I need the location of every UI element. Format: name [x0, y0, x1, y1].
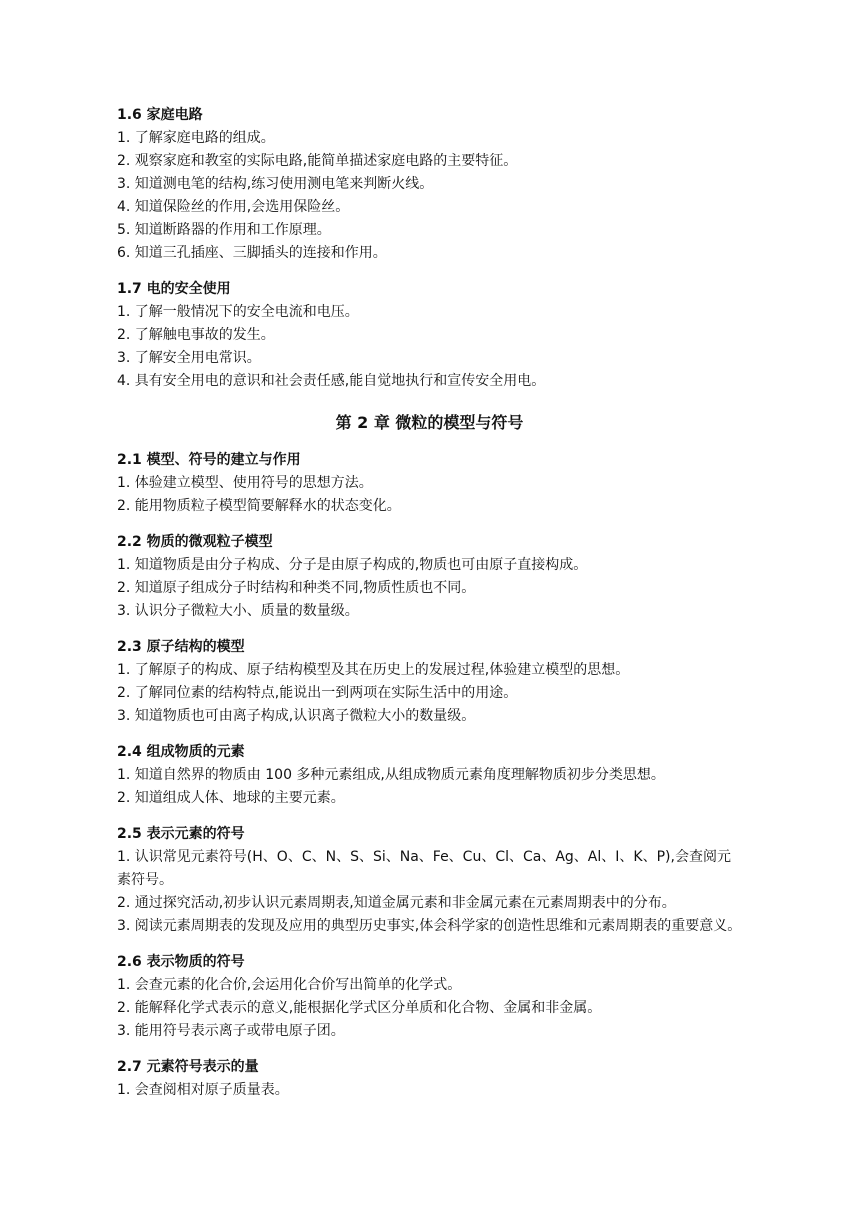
- section-2-6: [117, 951, 742, 1043]
- section-title: 2.6 表示物质的符号: [117, 954, 245, 970]
- list-item: 1. 知道物质是由分子构成、分子是由原子构成的,物质也可由原子直接构成。: [117, 557, 588, 573]
- list-item: 2. 通过探究活动,初步认识元素周期表,知道金属元素和非金属元素在元素周期表中的分布。: [117, 895, 676, 911]
- section-2-3: [117, 636, 742, 728]
- list-item: 1. 知道自然界的物质由 100 多种元素组成,从组成物质元素角度理解物质初步分类思想。: [117, 767, 665, 783]
- list-item: 2. 知道原子组成分子时结构和种类不同,物质性质也不同。: [117, 580, 476, 596]
- list-item: 3. 阅读元素周期表的发现及应用的典型历史事实,体会科学家的创造性思维和元素周期表的重要意义。: [117, 918, 742, 934]
- list-item: 1. 认识常见元素符号(H、O、C、N、S、Si、Na、Fe、Cu、Cl、Ca、Ag、Al、I、K、P),会查阅元素符号。: [117, 849, 731, 888]
- list-item: 1. 会查元素的化合价,会运用化合价写出简单的化学式。: [117, 977, 462, 993]
- list-item: 4. 知道保险丝的作用,会选用保险丝。: [117, 199, 350, 215]
- section-title: 1.6 家庭电路: [117, 107, 203, 123]
- list-item: 3. 知道测电笔的结构,练习使用测电笔来判断火线。: [117, 176, 434, 192]
- chapter-title: 第 2 章 微粒的模型与符号: [335, 413, 524, 432]
- section-title: 2.2 物质的微观粒子模型: [117, 534, 273, 550]
- list-item: 3. 知道物质也可由离子构成,认识离子微粒大小的数量级。: [117, 708, 476, 724]
- list-item: 3. 了解安全用电常识。: [117, 350, 261, 366]
- list-item: 6. 知道三孔插座、三脚插头的连接和作用。: [117, 245, 387, 261]
- list-item: 5. 知道断路器的作用和工作原理。: [117, 222, 331, 238]
- document-page: [117, 104, 742, 1115]
- list-item: 1. 体验建立模型、使用符号的思想方法。: [117, 475, 373, 491]
- section-title: 2.4 组成物质的元素: [117, 744, 245, 760]
- list-item: 1. 了解原子的构成、原子结构模型及其在历史上的发展过程,体验建立模型的思想。: [117, 662, 630, 678]
- section-2-2: [117, 531, 742, 623]
- list-item: 2. 了解同位素的结构特点,能说出一到两项在实际生活中的用途。: [117, 685, 518, 701]
- section-2-4: [117, 741, 742, 810]
- list-item: 2. 了解触电事故的发生。: [117, 327, 275, 343]
- list-item: 1. 了解家庭电路的组成。: [117, 130, 275, 146]
- list-item: 3. 认识分子微粒大小、质量的数量级。: [117, 603, 359, 619]
- list-item: 3. 能用符号表示离子或带电原子团。: [117, 1023, 345, 1039]
- section-title: 2.7 元素符号表示的量: [117, 1059, 259, 1075]
- list-item: 2. 能用物质粒子模型简要解释水的状态变化。: [117, 498, 401, 514]
- list-item: 1. 会查阅相对原子质量表。: [117, 1082, 289, 1098]
- list-item: 2. 观察家庭和教室的实际电路,能简单描述家庭电路的主要特征。: [117, 153, 518, 169]
- section-1-6: [117, 104, 742, 265]
- list-item: 4. 具有安全用电的意识和社会责任感,能自觉地执行和宣传安全用电。: [117, 373, 546, 389]
- list-item: 2. 知道组成人体、地球的主要元素。: [117, 790, 345, 806]
- section-1-7: [117, 278, 742, 393]
- section-2-5: [117, 823, 742, 938]
- section-title: 2.3 原子结构的模型: [117, 639, 245, 655]
- section-title: 2.5 表示元素的符号: [117, 826, 245, 842]
- section-title: 1.7 电的安全使用: [117, 281, 231, 297]
- section-title: 2.1 模型、符号的建立与作用: [117, 452, 301, 468]
- list-item: 1. 了解一般情况下的安全电流和电压。: [117, 304, 359, 320]
- section-2-7: [117, 1056, 742, 1102]
- section-2-1: [117, 449, 742, 518]
- list-item: 2. 能解释化学式表示的意义,能根据化学式区分单质和化合物、金属和非金属。: [117, 1000, 602, 1016]
